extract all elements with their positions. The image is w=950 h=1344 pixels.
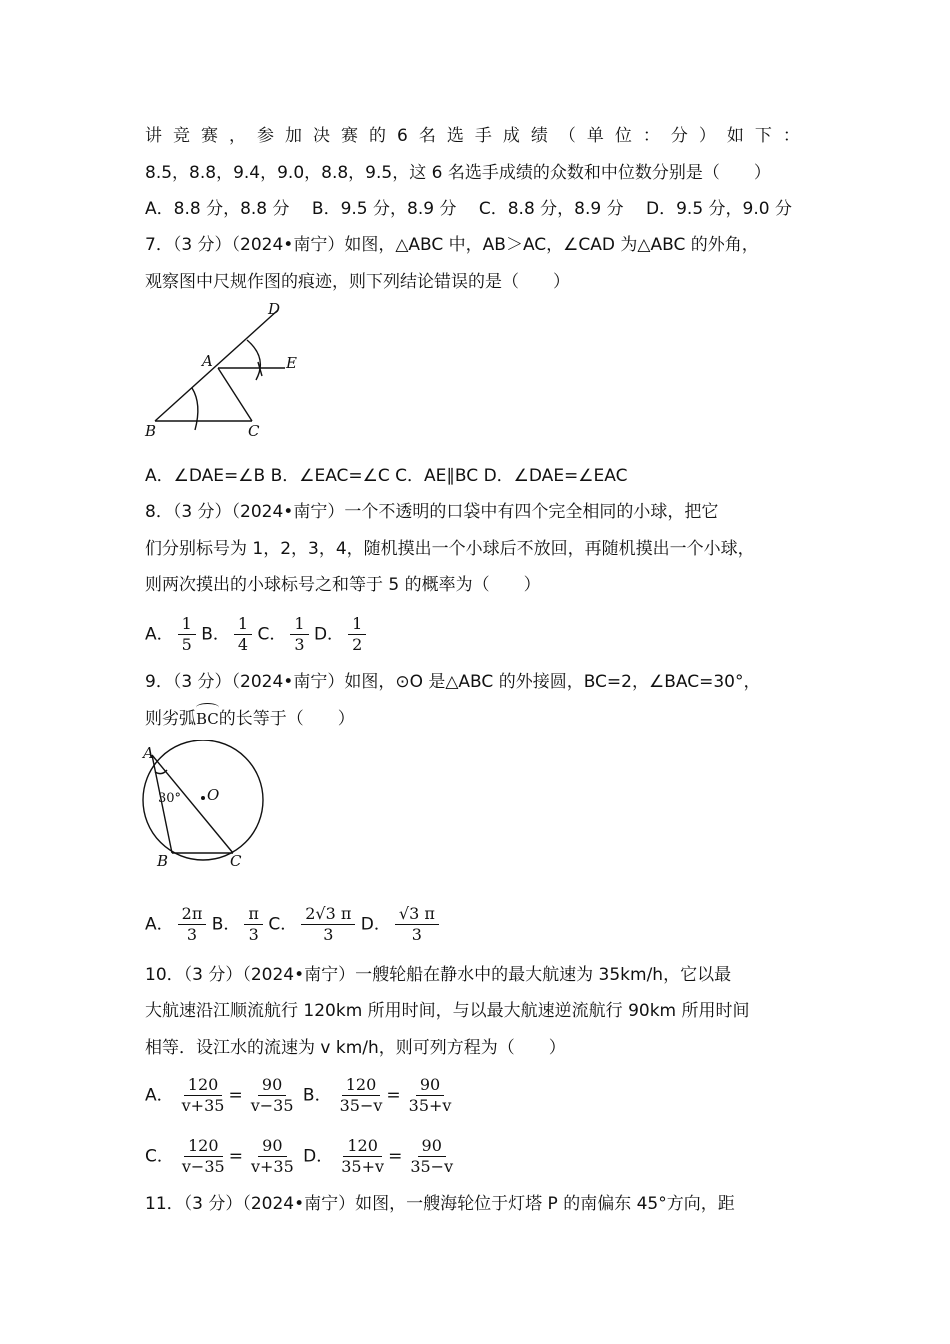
q7-options: A．∠DAE=∠B B．∠EAC=∠C C．AE∥BC D．∠DAE=∠EAC	[145, 466, 628, 486]
q9-option-b-label: B．	[211, 914, 241, 935]
q9-options	[145, 904, 439, 945]
q9-option-b-fraction: $\frac{\pi}{3}$	[244, 904, 263, 945]
q10-option-a-right: $\frac{90}{v-35}$	[250, 1075, 294, 1115]
q8-option-d-label: D．	[313, 624, 345, 645]
label-angle: 30°	[158, 791, 182, 806]
label-d: D	[268, 300, 281, 318]
q10-stem-line3: 相等．设江水的流速为 v km/h，则可列方程为（ ）	[145, 1038, 566, 1058]
q8-option-d-fraction: $\frac{1}{2}$	[348, 614, 366, 655]
q10-option-a-label: A．	[145, 1085, 174, 1106]
q9-option-a-fraction: $\frac{2\pi}{3}$	[178, 904, 207, 945]
q6-options: A．8.8 分，8.8 分 B．9.5 分，8.9 分 C．8.8 分，8.9 分 D．9.5 分，9.0 分	[145, 199, 792, 219]
q10-options-row1: A． $\frac{120}{v+35}$ = $\frac{90}{v-35}$ B． $\frac{120}{35-v}$ = $\frac{90}{35+v}$	[145, 1075, 455, 1116]
q9-stem-line1: 9．（3 分）（2024•南宁）如图，⊙O 是△ABC 的外接圆，BC=2，∠BAC=30°，	[145, 672, 761, 692]
q8-option-b-fraction: $\frac{1}{4}$	[234, 614, 252, 655]
label-o: O	[207, 786, 220, 804]
q9-option-a-label: A．	[145, 914, 174, 935]
q10-options-row2: C． $\frac{120}{v-35}$ = $\frac{90}{v+35}$ D． $\frac{120}{35+v}$ = $\frac{90}{35-v}$	[145, 1136, 457, 1177]
label-b: B	[157, 852, 169, 870]
label-e: E	[286, 354, 297, 372]
q8-stem-line3: 则两次摸出的小球标号之和等于 5 的概率为（ ）	[145, 575, 541, 595]
q8-stem-line1: 8．（3 分）（2024•南宁）一个不透明的口袋中有四个完全相同的小球，把它	[145, 502, 719, 522]
label-c: C	[230, 852, 242, 870]
arc-angle-b	[192, 388, 198, 430]
q9-figure	[140, 740, 275, 872]
q10-option-d-left: $\frac{120}{35+v}$	[341, 1136, 385, 1176]
label-c: C	[248, 422, 260, 440]
q10-option-d-label: D．	[303, 1146, 334, 1167]
q8-option-a-label: A．	[145, 624, 174, 645]
line-ac	[218, 368, 252, 421]
q8-option-a-fraction: $\frac{1}{5}$	[178, 614, 196, 655]
q10-stem-line1: 10．（3 分）（2024•南宁）一艘轮船在静水中的最大航速为 35km/h，它以最	[145, 965, 732, 985]
q10-option-d-right: $\frac{90}{35-v}$	[410, 1136, 454, 1176]
q8-option-b-label: B．	[201, 624, 230, 645]
arc-bc: BC	[196, 707, 219, 731]
q10-option-b-right: $\frac{90}{35+v}$	[408, 1075, 452, 1115]
q7-stem-line2: 观察图中尺规作图的痕迹，则下列结论错误的是（ ）	[145, 272, 570, 292]
q10-option-c-right: $\frac{90}{v+35}$	[250, 1136, 294, 1176]
q8-option-c-label: C．	[257, 624, 287, 645]
label-a: A	[202, 352, 213, 370]
q9-option-d-label: D．	[360, 914, 391, 935]
q8-options	[145, 614, 366, 655]
q10-option-b-label: B．	[302, 1085, 332, 1106]
center-dot	[201, 796, 205, 800]
q6-stem-line2: 8.5，8.8，9.4，9.0，8.8，9.5，这 6 名选手成绩的众数和中位数分别是（ ）	[145, 163, 771, 183]
q11-stem-line1: 11．（3 分）（2024•南宁）如图，一艘海轮位于灯塔 P 的南偏东 45°方向，距	[145, 1194, 735, 1214]
q9-option-c-fraction: $\frac{2√3 \pi}{3}$	[301, 904, 355, 945]
q10-option-c-label: C．	[145, 1146, 174, 1167]
arc-angle-dae	[247, 340, 260, 380]
q7-figure	[140, 300, 310, 445]
q10-option-c-left: $\frac{120}{v-35}$	[181, 1136, 225, 1176]
q6-stem-line1: 讲竞赛，参加决赛的6名选手成绩（单位：分）如下：	[145, 126, 811, 146]
q7-stem-line1: 7．（3 分）（2024•南宁）如图，△ABC 中，AB＞AC，∠CAD 为△ABC 的外角，	[145, 235, 759, 255]
q9-stem-line2: 则劣弧BC的长等于（ ）	[145, 709, 355, 729]
label-a: A	[143, 744, 154, 762]
q9-option-c-label: C．	[268, 914, 298, 935]
q8-option-c-fraction: $\frac{1}{3}$	[290, 614, 308, 655]
label-b: B	[145, 422, 157, 440]
q9-option-d-fraction: $\frac{√3 \pi}{3}$	[395, 904, 439, 945]
q10-stem-line2: 大航速沿江顺流航行 120km 所用时间，与以最大航速逆流航行 90km 所用时间	[145, 1001, 750, 1021]
q8-stem-line2: 们分别标号为 1，2，3，4，随机摸出一个小球后不放回，再随机摸出一个小球，	[145, 539, 755, 559]
q10-option-a-left: $\frac{120}{v+35}$	[181, 1075, 225, 1115]
q10-option-b-left: $\frac{120}{35-v}$	[339, 1075, 383, 1115]
